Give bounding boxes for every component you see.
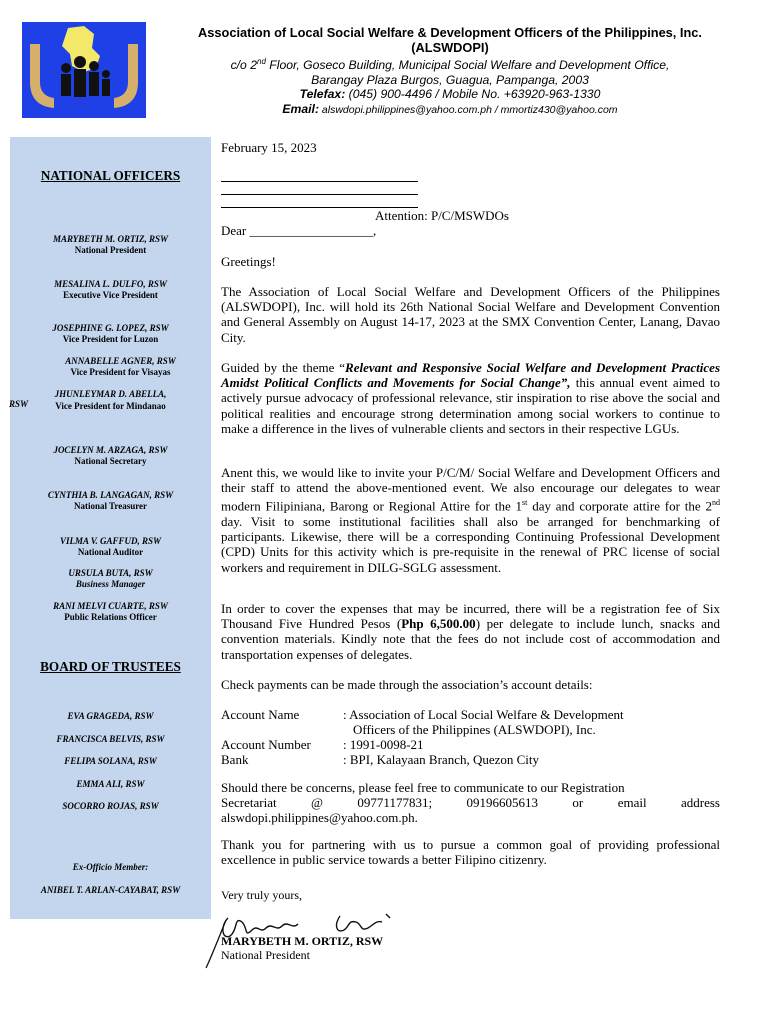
trustee-entry: EVA GRAGEDA, RSW xyxy=(67,711,154,721)
association-logo xyxy=(22,22,146,118)
paragraph-2: Guided by the theme “Relevant and Responsive Social Welfare and Development Practices Amidst Political Conflicts and Movements for Social Change”, this annual event aimed to actively pursue advocacy of professional relevance, stir inspiration to rise above the social and political realities and encourage strong determination among social workers to continue to make a difference in the lives of vulnerable clients and sectors in their respective LGUs. xyxy=(221,360,721,436)
board-of-trustees-heading: BOARD OF TRUSTEES xyxy=(40,659,181,674)
paragraph-6: Should there be concerns, please feel free to communicate to our Registration Secretariat @ 09771177831; 09196605613 or email address alswdopi.philippines@yahoo.com.ph. xyxy=(221,780,720,826)
recipient-line xyxy=(221,194,418,195)
telefax-line: Telefax: (045) 900-4496 / Mobile No. +63920-963-1330 xyxy=(299,87,601,102)
bank-value: : BPI, Kalayaan Branch, Quezon City xyxy=(343,752,540,767)
paragraph-5: Check payments can be made through the association’s account details: xyxy=(221,677,593,692)
account-number-label: Account Number xyxy=(221,737,311,752)
org-name: Association of Local Social Welfare & Development Officers of the Philippines, Inc. xyxy=(198,25,702,40)
bank-label: Bank xyxy=(221,752,249,767)
trustee-entry: FRANCISCA BELVIS, RSW xyxy=(56,734,165,744)
officer-title: Vice President for Mindanao xyxy=(55,401,166,411)
greeting: Greetings! xyxy=(221,254,276,269)
officer-entry: URSULA BUTA, RSW Business Manager xyxy=(68,568,153,589)
officer-entry: RANI MELVI CUARTE, RSW Public Relations Officer xyxy=(53,601,168,622)
officer-suffix: RSW xyxy=(8,399,28,409)
paragraph-4: In order to cover the expenses that may be incurred, there will be a registration fee of Six Thousand Five Hundred Pesos (Php 6,500.00) per delegate to include lunch, snacks and convention materials. Kindly note that the fees do not include cost of accommodation and transportation expenses of delegates. xyxy=(221,601,720,662)
ex-officio-label: Ex-Officio Member: xyxy=(72,862,149,872)
trustee-entry: EMMA ALI, RSW xyxy=(76,779,145,789)
officer-entry: JOCELYN M. ARZAGA, RSW National Secretary xyxy=(53,445,168,466)
account-number-value: : 1991-0098-21 xyxy=(343,737,424,752)
officer-entry: JHUNLEYMAR D. ABELLA, xyxy=(54,389,167,399)
recipient-line xyxy=(221,181,418,182)
address-line-1: c/o 2nd Floor, Goseco Building, Municipal Social Welfare and Development Office, xyxy=(230,57,670,73)
paragraph-1: The Association of Local Social Welfare and Development Officers of the Philippines (ALSWDOPI), Inc. will hold its 26th National Social Welfare and Development Convention and General Assembly on August 14-17, 2023 at the SMX Convention Center, Lanang, Davao City. xyxy=(221,284,720,345)
letter-date: February 15, 2023 xyxy=(221,140,317,155)
org-acronym: (ALSWDOPI) xyxy=(411,39,489,55)
account-name-value: : Association of Local Social Welfare & Development xyxy=(343,707,624,722)
email-line: Email: alswdopi.philippines@yahoo.com.ph / mmortiz430@yahoo.com xyxy=(282,102,618,117)
salutation: Dear ___________________, xyxy=(221,223,377,238)
officers-sidebar xyxy=(10,137,211,919)
officer-entry: JOSEPHINE G. LOPEZ, RSW Vice President for Luzon xyxy=(52,323,169,344)
signer-block xyxy=(221,934,383,962)
account-name-label: Account Name xyxy=(221,707,300,722)
trustee-entry: FELIPA SOLANA, RSW xyxy=(64,756,157,766)
paragraph-7: Thank you for partnering with us to pursue a common goal of providing professional excellence in public service towards a better Filipino citizenry. xyxy=(221,837,720,868)
paragraph-3: Anent this, we would like to invite your P/C/M/ Social Welfare and Development Officers and their staff to attend the above-mentioned event. We also encourage our delegates to wear modern Filipiniana, Barong or Regional Attire for the 1st day and corporate attire for the 2nd day. Visit to some institutional facilities shall also be arranged for benchmarking of participants. Likewise, there will be a corresponding Continuing Professional Development (CPD) Units for this activity which is pre-requisite in the renewal of PRC license of social workers and requirement in DILG-SGLG assessment. xyxy=(221,465,720,575)
letterhead xyxy=(150,26,750,118)
account-details xyxy=(221,707,721,769)
officer-entry: CYNTHIA B. LANGAGAN, RSW National Treasurer xyxy=(47,490,174,511)
signer-name: MARYBETH M. ORTIZ, RSW xyxy=(221,934,384,948)
officer-entry: MARYBETH M. ORTIZ, RSW National President xyxy=(52,234,169,255)
attention-line: Attention: P/C/MSWDOs xyxy=(375,208,509,223)
ex-officio-name: ANIBEL T. ARLAN-CAYABAT, RSW xyxy=(40,885,181,895)
closing: Very truly yours, xyxy=(221,888,302,902)
trustee-entry: SOCORRO ROJAS, RSW xyxy=(62,801,159,811)
logo-emblem xyxy=(22,22,146,118)
signer-title: National President xyxy=(221,948,310,962)
officer-entry: MESALINA L. DULFO, RSW Executive Vice President xyxy=(54,279,167,300)
address-line-2: Barangay Plaza Burgos, Guagua, Pampanga, 2003 xyxy=(311,72,589,87)
officer-entry: ANNABELLE AGNER, RSW Vice President for Visayas xyxy=(65,356,176,377)
officer-entry: VILMA V. GAFFUD, RSW National Auditor xyxy=(59,536,162,557)
account-name-value-cont: Officers of the Philippines (ALSWDOPI), Inc. xyxy=(353,722,596,737)
national-officers-heading: NATIONAL OFFICERS xyxy=(40,168,181,183)
